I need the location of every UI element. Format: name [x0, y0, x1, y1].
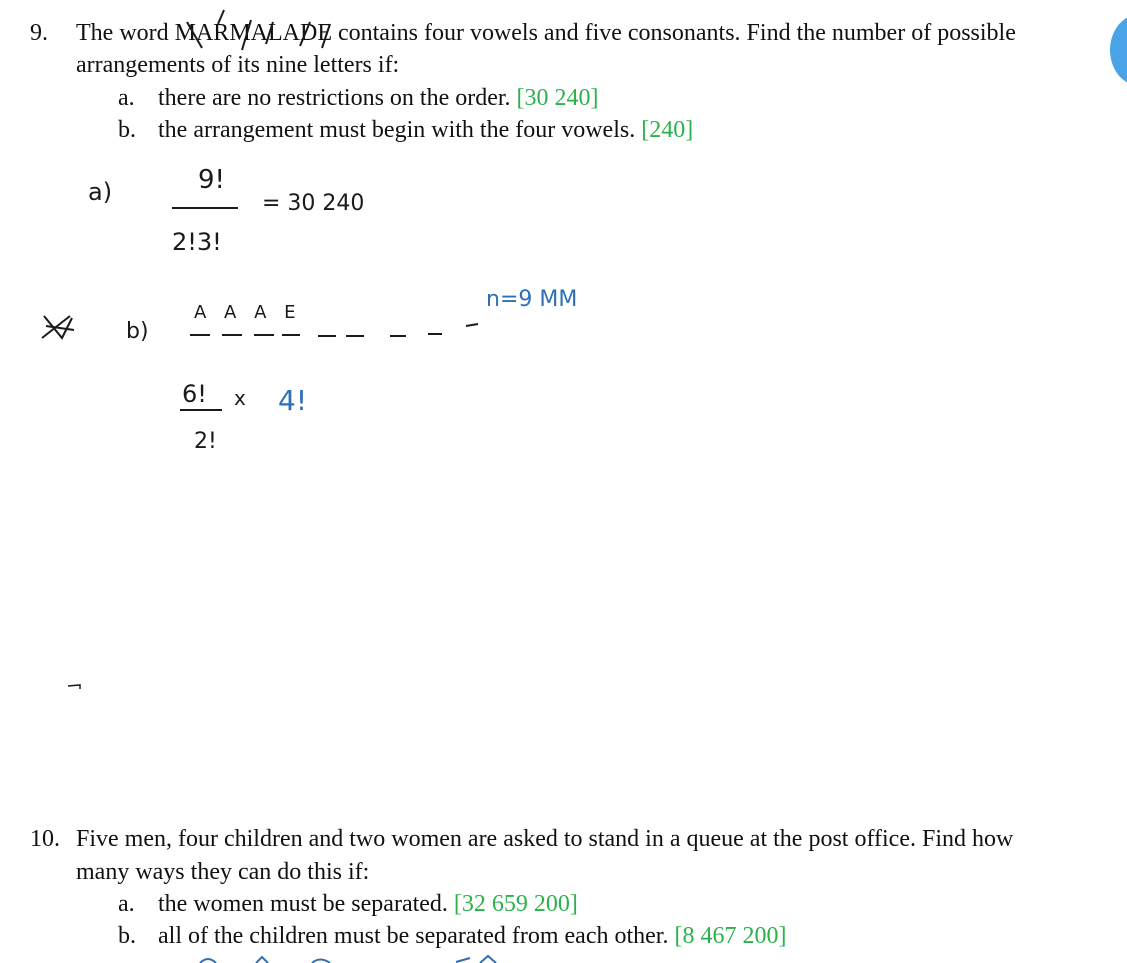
q10b-text: all of the children must be separated from each other.	[158, 923, 669, 949]
q10b-label: b.	[118, 923, 136, 949]
q9a-answer: [30 240]	[516, 85, 599, 111]
q10a-text: the women must be separated.	[158, 891, 448, 917]
hw-b-label: b)	[126, 319, 149, 344]
hw-a-denominator: 2!3!	[172, 228, 222, 256]
q9-stem-line-1: The word MARMALADE contains four vowels and five consonants. Find the number of possible	[76, 20, 1016, 46]
hw-b-numerator: 6!	[182, 380, 207, 408]
q10a-answer: [32 659 200]	[453, 891, 578, 917]
stray-pen-mark	[68, 685, 80, 689]
hw-b-note: n=9 MM	[486, 287, 578, 312]
hw-a-result: = 30 240	[262, 191, 365, 216]
q10b-answer: [8 467 200]	[674, 923, 787, 949]
q10-stem-line-1: Five men, four children and two women are asked to stand in a queue at the post office. Find how	[76, 826, 1014, 852]
hw-b-vowels: A A A E	[194, 302, 302, 323]
q10-stem-line-2: many ways they can do this if:	[76, 859, 370, 885]
q9b-answer: [240]	[641, 117, 694, 143]
hw-b-times: x	[234, 386, 246, 410]
q9b-label: b.	[118, 117, 136, 143]
cut-off-handwriting	[200, 956, 496, 963]
q10-number: 10.	[30, 826, 60, 852]
letter-tick-marks	[187, 10, 330, 50]
hw-b-slots	[190, 324, 478, 336]
q9-stem-line-2: arrangements of its nine letters if:	[76, 52, 400, 78]
q9a-text: there are no restrictions on the order.	[158, 85, 511, 111]
hw-b-factor: 4!	[278, 384, 308, 417]
hw-a-label: a)	[88, 178, 113, 206]
q9a-label: a.	[118, 85, 135, 111]
hw-a-numerator: 9!	[198, 165, 225, 195]
crossed-out-mark	[42, 316, 74, 338]
q9-number: 9.	[30, 20, 48, 46]
q10a-label: a.	[118, 891, 135, 917]
hw-b-denominator: 2!	[194, 429, 217, 454]
q9b-text: the arrangement must begin with the four vowels.	[158, 117, 636, 143]
